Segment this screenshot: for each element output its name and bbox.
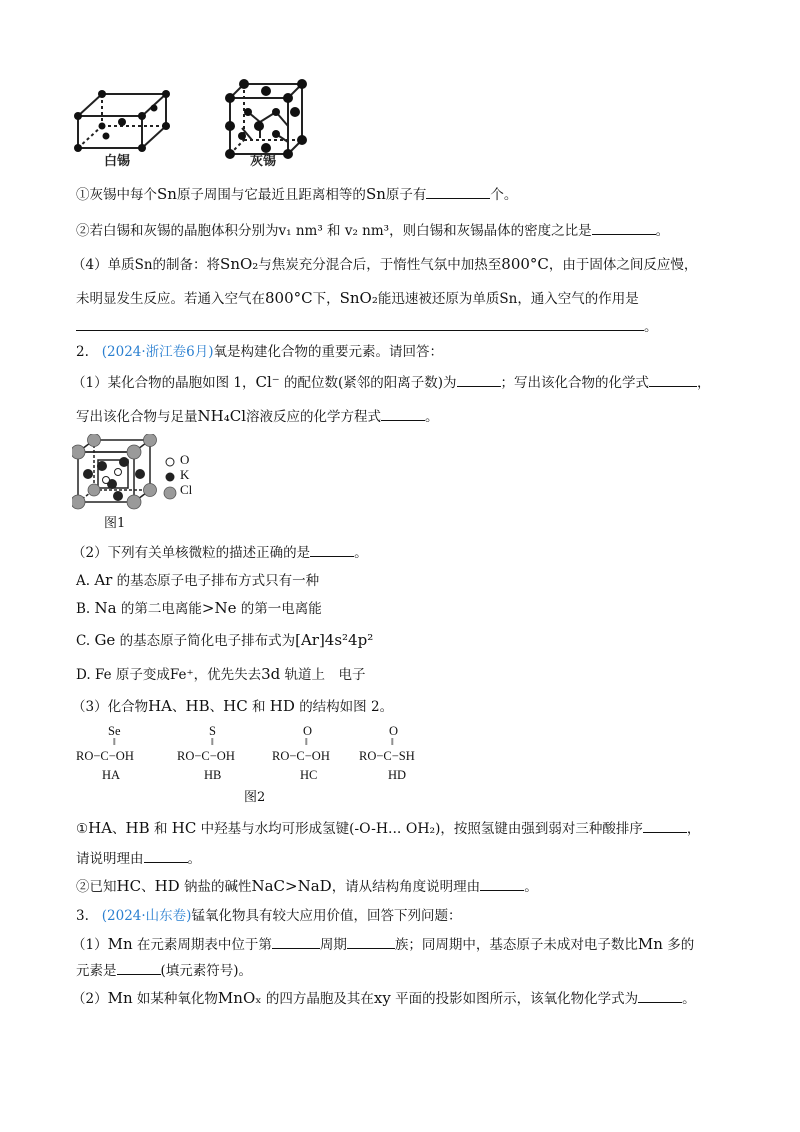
cl-ion: Cl⁻ xyxy=(255,373,280,391)
answer-blank[interactable] xyxy=(76,316,644,331)
legend-cl-label: Cl xyxy=(180,482,193,497)
q1-sub4-end: 。 xyxy=(644,319,658,335)
q3-2 xyxy=(72,988,696,1009)
separator: 、 xyxy=(112,821,126,837)
question-source: (2024·浙江卷6月) xyxy=(101,344,214,360)
q1-sub4-text-e: 未明显发生反应。若通入空气在 xyxy=(76,291,265,307)
structure-hd-top: O xyxy=(389,724,399,738)
legend-k-marker xyxy=(166,473,175,482)
sno2-formula: SnO₂ xyxy=(339,289,378,307)
answer-blank[interactable] xyxy=(638,988,682,1003)
legend-o-marker xyxy=(166,458,174,466)
q1-sub1 xyxy=(76,184,517,205)
q2-3-sub1-line2 xyxy=(76,848,201,869)
mn-symbol: Mn xyxy=(637,935,663,953)
q2-1-line2 xyxy=(76,406,439,427)
q2-1-line1 xyxy=(72,372,711,393)
double-bond: ‖ xyxy=(305,737,308,748)
q2-3-sub2-text-d: 。 xyxy=(524,879,538,895)
electron-configuration: [Ar]4s²4p² xyxy=(295,631,374,649)
q1-sub1-text-d: 个。 xyxy=(490,187,518,203)
compound-hc: HC xyxy=(171,819,197,837)
option-b-text-a: 的第二电离能 xyxy=(120,601,202,617)
q3-1-text-e: 多的 xyxy=(667,937,695,953)
option-label: D. xyxy=(76,667,91,683)
q3-1-text-a: （1） xyxy=(72,937,108,953)
fig2-structures xyxy=(76,724,456,784)
answer-blank[interactable] xyxy=(117,960,161,975)
q1-sub4-text-d: ，由于固体之间反应慢， xyxy=(548,257,698,273)
q2-2-stem-text: （2）下列有关单核微粒的描述正确的是 xyxy=(72,545,311,561)
q2-3-sub2-text-c: ，请从结构角度说明理由 xyxy=(331,879,481,895)
q1-sub1-text-a: ①灰锡中每个 xyxy=(76,187,157,203)
q1-sub4-text-b: 的制备：将 xyxy=(152,257,221,273)
q2-header-text: 氧是构建化合物的重要元素。请回答： xyxy=(213,344,444,360)
answer-blank[interactable] xyxy=(457,372,501,387)
q3-1-text-c: 周期 xyxy=(319,937,347,953)
q2-1-text-c: ；写出该化合物的化学式 xyxy=(500,375,650,391)
q2-1-text-b: 的配位数(紧邻的阳离子数)为 xyxy=(283,375,457,391)
option-a[interactable] xyxy=(76,570,319,591)
q2-2-stem-end: 。 xyxy=(354,545,368,561)
q3-2-text-e: 。 xyxy=(682,991,696,1007)
question-source: (2024·山东卷) xyxy=(101,908,192,924)
white-tin-atoms xyxy=(74,90,170,152)
q3-1-text-g: (填元素符号)。 xyxy=(160,963,253,979)
q3-2-text-c: 的四方晶胞及其在 xyxy=(265,991,374,1007)
compound-hc: HC xyxy=(223,697,248,715)
compound-hb: HB xyxy=(185,697,210,715)
and-word: 和 xyxy=(251,699,266,715)
v2-volume: v₂ nm³ xyxy=(344,223,390,239)
q3-2-text-a: （2） xyxy=(72,991,108,1007)
structure-hb-main: RO−C−OH xyxy=(177,749,235,763)
q2-1-text-a: （1）某化合物的晶胞如图 1， xyxy=(72,375,256,391)
q1-sub4-text-c: 与焦炭充分混合后，于惰性气氛中加热至 xyxy=(258,257,502,273)
option-a-text: 的基态原子电子排布方式只有一种 xyxy=(116,573,320,589)
answer-blank[interactable] xyxy=(144,848,188,863)
q1-sub4-text-g: 能迅速被还原为单质 xyxy=(377,291,500,307)
answer-blank[interactable] xyxy=(347,934,395,949)
temperature: 800°C xyxy=(265,289,313,307)
question-number: 2. xyxy=(76,344,89,360)
answer-blank[interactable] xyxy=(381,406,425,421)
q2-1-text-g: 。 xyxy=(425,409,439,425)
q3-header-text: 锰氧化物具有较大应用价值，回答下列问题： xyxy=(191,908,462,924)
q1-sub2 xyxy=(76,220,669,241)
q2-3-sub1-text-d: 请说明理由 xyxy=(76,851,144,867)
structure-hb-top: S xyxy=(209,724,216,738)
ne-comparison: >Ne xyxy=(201,599,237,617)
structure-ha-main: RO−C−OH xyxy=(76,749,134,763)
sn-symbol: Sn xyxy=(499,291,518,307)
mnox-formula: MnOₓ xyxy=(217,989,262,1007)
ar-symbol: Ar xyxy=(94,571,113,589)
q3-2-text-d: 平面的投影如图所示，该氧化物化学式为 xyxy=(395,991,639,1007)
na-symbol: Na xyxy=(94,599,117,617)
separator: 、 xyxy=(209,699,224,715)
answer-blank[interactable] xyxy=(272,934,320,949)
q2-3-text-b: 的结构如图 2。 xyxy=(299,699,394,715)
nh4cl-formula: NH₄Cl xyxy=(197,407,246,425)
hydrogen-bond: -O-H... OH₂ xyxy=(354,821,436,837)
sn-symbol: Sn xyxy=(157,185,177,203)
fig1-legend xyxy=(180,452,192,497)
q2-3-sub1-text-e: 。 xyxy=(187,851,201,867)
sn-symbol: Sn xyxy=(134,257,153,273)
q3-1-line2 xyxy=(76,960,252,981)
compound-hc: HC xyxy=(116,877,142,895)
q3-1-text-f: 元素是 xyxy=(76,963,117,979)
q2-3-sub1-text-a: 中羟基与水均可形成氢键( xyxy=(200,821,355,837)
basicity-comparison: NaC>NaD xyxy=(251,877,332,895)
v1-volume: v₁ nm³ xyxy=(278,223,323,239)
fe-ion: Fe⁺ xyxy=(169,667,194,683)
answer-blank[interactable] xyxy=(643,818,687,833)
option-label: B. xyxy=(76,601,91,617)
option-b[interactable] xyxy=(76,598,322,619)
gray-tin-caption: 灰锡 xyxy=(250,154,277,169)
mn-symbol: Mn xyxy=(107,989,133,1007)
question-number: 3. xyxy=(76,908,89,924)
separator: 、 xyxy=(172,699,186,715)
structure-hd-main: RO−C−SH xyxy=(359,749,415,763)
option-label: C. xyxy=(76,633,91,649)
q2-1-text-d: ， xyxy=(697,375,711,391)
answer-blank[interactable] xyxy=(310,542,354,557)
xy-plane: xy xyxy=(373,989,391,1007)
q2-1-text-f: 溶液反应的化学方程式 xyxy=(246,409,381,425)
q1-sub1-text-c: 原子有 xyxy=(385,187,427,203)
double-bond: ‖ xyxy=(113,737,116,748)
option-c-text: 的基态原子简化电子排布式为 xyxy=(119,633,296,649)
option-label: A. xyxy=(76,573,91,589)
compound-hd: HD xyxy=(269,697,295,715)
structure-ha-top: Se xyxy=(108,724,121,738)
structure-hb-name: HB xyxy=(204,768,222,782)
q1-sub2-text-a: ②若白锡和灰锡的晶胞体积分别为 xyxy=(76,223,279,239)
q2-3-text-a: （3）化合物 xyxy=(72,699,149,715)
q2-3-sub1-text-b: )，按照氢键由强到弱对三种酸排序 xyxy=(435,821,643,837)
temperature: 800°C xyxy=(501,255,549,273)
double-bond: ‖ xyxy=(211,737,214,748)
legend-o-label: O xyxy=(180,452,190,467)
option-d-text-c: 轨道上 电子 xyxy=(284,667,366,683)
sn-symbol: Sn xyxy=(365,185,386,203)
white-tin-caption: 白锡 xyxy=(104,154,131,169)
option-d-text-a: Fe 原子变成 xyxy=(94,667,170,683)
q1-sub2-and: 和 xyxy=(327,223,341,239)
q1-sub4-line1 xyxy=(72,254,697,275)
q1-sub2-text-c: 。 xyxy=(655,223,670,239)
q1-sub1-text-b: 原子周围与它最近且距离相等的 xyxy=(176,187,366,203)
structure-ha-name: HA xyxy=(102,768,121,782)
q2-3-sub2 xyxy=(76,876,538,897)
fig1-caption: 图1 xyxy=(104,516,126,531)
q3-1-text-d: 族；同周期中，基态原子未成对电子数比 xyxy=(394,937,638,953)
structure-hd-name: HD xyxy=(388,768,407,782)
answer-blank[interactable] xyxy=(592,220,656,235)
compound-ha: HA xyxy=(88,819,113,837)
q3-1-line1 xyxy=(72,934,694,955)
structure-hc-main: RO−C−OH xyxy=(272,749,330,763)
q2-3-sub1-text-c: ， xyxy=(686,821,701,837)
orbital-3d: 3d xyxy=(261,665,281,683)
double-bond: ‖ xyxy=(391,737,394,748)
compound-hb: HB xyxy=(125,819,150,837)
compound-hd: HD xyxy=(154,877,180,895)
q2-header xyxy=(76,342,443,362)
q2-2-stem xyxy=(72,542,368,563)
q1-sub4-line2 xyxy=(76,288,639,309)
legend-cl-marker xyxy=(164,487,176,499)
option-d[interactable] xyxy=(76,664,366,685)
option-c[interactable] xyxy=(76,630,373,651)
q1-sub2-text-b: ，则白锡和灰锡晶体的密度之比是 xyxy=(389,223,592,239)
q3-2-text-b: 如某种氧化物 xyxy=(136,991,218,1007)
q2-3-sub1-line1 xyxy=(76,818,700,839)
q2-3-sub2-text-b: 钠盐的碱性 xyxy=(183,879,252,895)
separator: 、 xyxy=(141,879,155,895)
q1-sub4-text-f: 下， xyxy=(312,291,340,307)
and-word: 和 xyxy=(153,821,168,837)
q1-sub4-text-h: ，通入空气的作用是 xyxy=(517,291,639,307)
option-d-text-b: ，优先失去 xyxy=(193,667,262,683)
ge-symbol: Ge xyxy=(94,631,116,649)
mn-symbol: Mn xyxy=(107,935,133,953)
answer-blank[interactable] xyxy=(649,372,697,387)
legend-k-label: K xyxy=(180,467,190,482)
q2-1-text-e: 写出该化合物与足量 xyxy=(76,409,198,425)
q2-3-sub2-text-a: ②已知 xyxy=(76,879,117,895)
fig2-caption: 图2 xyxy=(244,790,266,805)
q3-1-text-b: 在元素周期表中位于第 xyxy=(136,937,272,953)
q2-3-stem xyxy=(72,696,393,717)
circled-one: ① xyxy=(76,821,89,837)
sno2-formula: SnO₂ xyxy=(220,255,259,273)
structure-hc-name: HC xyxy=(300,768,318,782)
compound-ha: HA xyxy=(148,697,173,715)
q1-sub4-text-a: （4）单质 xyxy=(72,257,135,273)
option-b-text-b: 的第一电离能 xyxy=(240,601,322,617)
q3-header xyxy=(76,906,461,926)
answer-blank[interactable] xyxy=(480,876,524,891)
answer-blank[interactable] xyxy=(426,184,490,199)
q1-sub4-answer-line xyxy=(76,316,658,337)
structure-hc-top: O xyxy=(303,724,313,738)
